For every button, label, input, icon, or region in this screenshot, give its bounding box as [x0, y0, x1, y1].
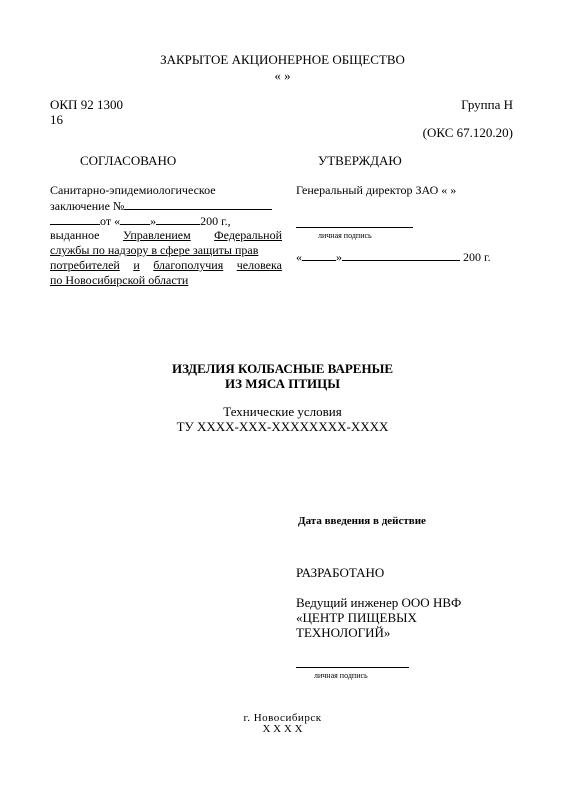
issued-line-4: по Новосибирской области	[50, 273, 189, 287]
group-code: Группа Н	[461, 97, 513, 112]
issued-3b: и	[133, 258, 140, 272]
date-day-blank	[302, 249, 336, 261]
sanitary-blank-3	[156, 213, 200, 225]
developer-line-2: «ЦЕНТР ПИЩЕВЫХ	[296, 610, 417, 625]
issued-line-3	[50, 258, 282, 273]
sanitary-blank-1	[50, 213, 100, 225]
sanitary-blank-2	[120, 213, 150, 225]
intro-date-label: Дата введения в действие	[298, 515, 426, 527]
issued-line-2: службы по надзору в сфере защиты прав	[50, 243, 259, 257]
sanitary-quote: »	[150, 214, 157, 228]
okp-code: ОКП 92 1300	[50, 97, 123, 112]
issued-3a: потребителей	[50, 258, 120, 272]
developed-title: РАЗРАБОТАНО	[296, 565, 385, 580]
director-title: Генеральный директор ЗАО « »	[296, 183, 457, 197]
date-year: 200 г.	[463, 250, 491, 264]
document-code: ТУ ХХХХ-ХХХ-ХХХХХХХХ-ХХХХ	[176, 419, 389, 434]
approved-title: УТВЕРЖДАЮ	[318, 153, 402, 168]
date-open: «	[296, 250, 302, 264]
developer-signature-line	[296, 667, 409, 668]
footer-city: г. Новосибирск	[243, 712, 322, 724]
approval-date-line	[296, 249, 491, 265]
issued-3c: благополучия	[153, 258, 224, 272]
date-month-blank	[342, 249, 460, 261]
document-subtitle: Технические условия	[223, 404, 342, 419]
oks-code: (ОКС 67.120.20)	[422, 125, 513, 140]
issued-line-1	[50, 228, 282, 243]
agreed-title: СОГЛАСОВАНО	[80, 153, 177, 168]
date-close: »	[336, 250, 342, 264]
issued-by-2: Федеральной	[214, 228, 282, 242]
sanitary-ot: от «	[100, 214, 121, 228]
director-signature-caption: личная подпись	[318, 231, 372, 240]
product-title-line-1: ИЗДЕЛИЯ КОЛБАСНЫЕ ВАРЕНЫЕ	[171, 361, 394, 376]
developer-line-1: Ведущий инженер ООО НВФ	[296, 595, 462, 610]
developer-signature-caption: личная подпись	[314, 671, 368, 680]
company-name: « »	[274, 68, 291, 83]
director-signature-line	[296, 227, 413, 228]
developer-line-3: ТЕХНОЛОГИЙ»	[296, 625, 391, 640]
sanitary-line-2	[50, 198, 272, 214]
sanitary-line-3	[50, 213, 231, 229]
sanitary-year: 200 г.,	[200, 214, 231, 228]
issued-3d: человека	[236, 258, 282, 272]
footer-year: Х Х Х Х	[262, 723, 303, 735]
product-title-line-2: ИЗ МЯСА ПТИЦЫ	[224, 376, 341, 391]
issued-word: выданное	[50, 228, 100, 242]
sanitary-number-label: заключение №	[50, 199, 125, 213]
company-type: ЗАКРЫТОЕ АКЦИОНЕРНОЕ ОБЩЕСТВО	[160, 52, 405, 67]
sanitary-number-blank	[124, 198, 272, 210]
issued-by-1: Управлением	[122, 228, 191, 242]
sanitary-line-1: Санитарно-эпидемиологическое	[50, 183, 216, 197]
okp-code-suffix: 16	[50, 112, 63, 127]
